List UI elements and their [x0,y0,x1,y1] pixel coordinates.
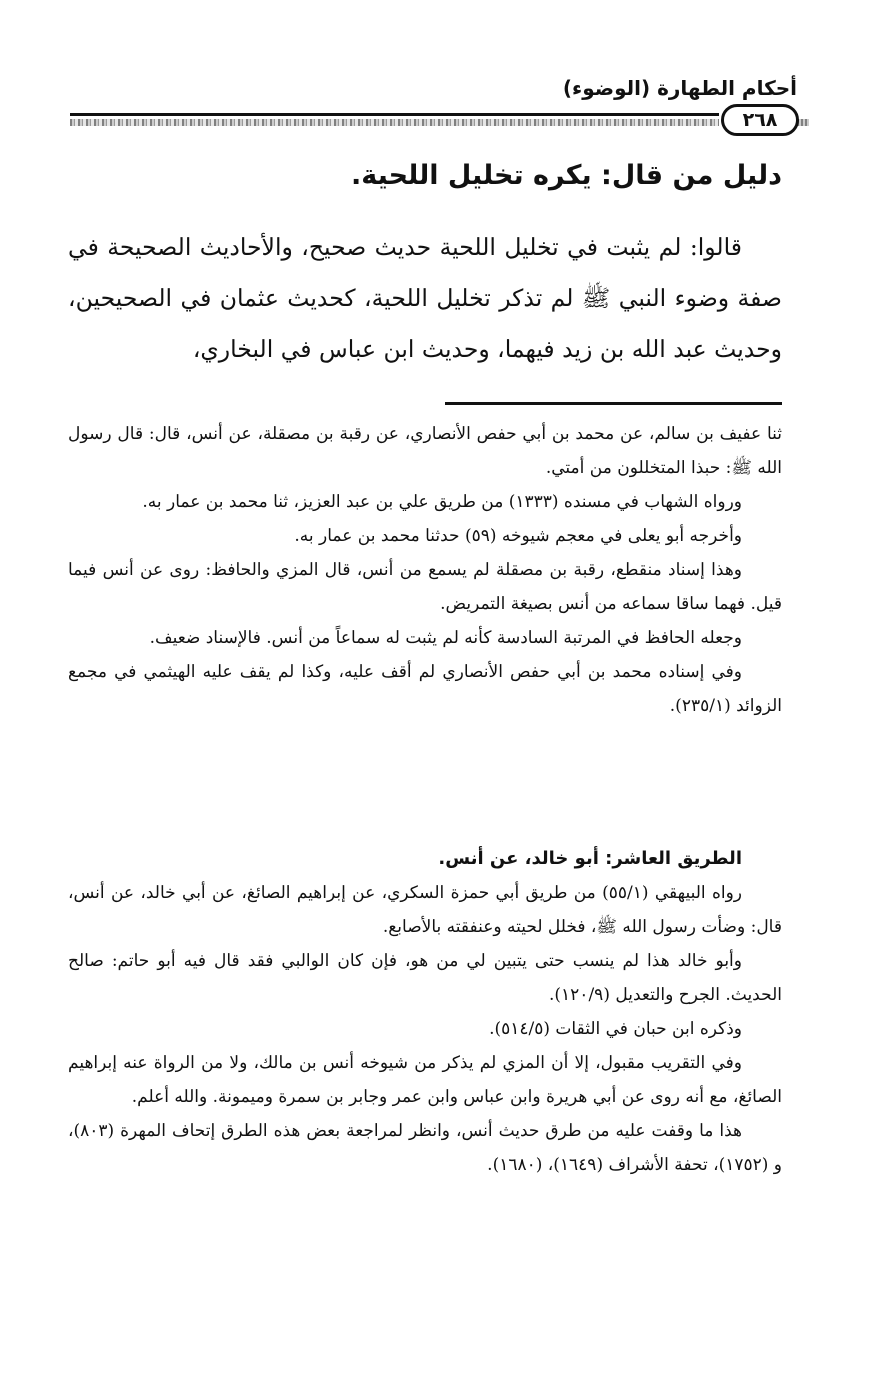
running-header-title: أحكام الطهارة (الوضوء) [562,76,797,100]
subsection-paragraph: رواه البيهقي (٥٥/١) من طريق أبي حمزة السكري، عن إبراهيم الصائغ، عن أبي خالد، عن أنس، قال: وضأت رسول الله ﷺ، فخلل لحيته وعنفقته بالأصابع. [68,883,782,937]
subsection-paragraph: وفي التقريب مقبول، إلا أن المزي لم يذكر من شيوخه أنس بن مالك، ولا من الرواة عنه إبراهيم الصائغ، مع أنه روى عن أبي هريرة وابن عباس وابن عمر وجابر بن سمرة وميمونة. والله أعلم. [68,1053,782,1107]
footnote-paragraph: ثنا عفيف بن سالم، عن محمد بن أبي حفص الأنصاري، عن رقبة بن مصقلة، عن أنس، قال: قال رسول الله ﷺ: حبذا المتخللون من أمتي. [68,424,782,478]
header-rule [70,113,719,116]
footnote-paragraph: ورواه الشهاب في مسنده (١٣٣٣) من طريق علي بن عبد العزيز، ثنا محمد بن عمار به. [142,492,742,512]
subsection-paragraph: وذكره ابن حبان في الثقات (٥١٤/٥). [489,1019,742,1039]
subsection-paragraph: هذا ما وقفت عليه من طرق حديث أنس، وانظر لمراجعة بعض هذه الطرق إتحاف المهرة (٨٠٣)، و (١٧٥٢)، تحفة الأشراف (١٦٤٩)، (١٦٨٠). [68,1121,782,1175]
footnote-paragraph: وأخرجه أبو يعلى في معجم شيوخه (٥٩) حدثنا محمد بن عمار به. [294,526,742,546]
main-text [68,222,782,375]
subsection-paragraph: وأبو خالد هذا لم ينسب حتى يتبين لي من هو، فإن كان الوالبي فقد قال فيه أبو حاتم: صالح الحديث. الجرح والتعديل (١٢٠/٩). [68,951,782,1005]
page-number: ٢٦٨ [742,109,778,131]
section-title: دليل من قال: يكره تخليل اللحية. [350,160,782,191]
footnote-paragraph: وهذا إسناد منقطع، رقبة بن مصقلة لم يسمع من أنس، قال المزي والحافظ: روى عن أنس فيما قيل. فهما ساقا سماعه من أنس بصيغة التمريض. [68,560,782,614]
footnotes [68,417,782,723]
footnote-paragraph: وفي إسناده محمد بن أبي حفص الأنصاري لم أقف عليه، وكذا لم يقف عليه الهيثمي في مجمع الزوائد (٢٣٥/١). [68,662,782,716]
page-number-frame [721,104,799,136]
subsection [68,842,782,1182]
footnote-separator [445,402,782,405]
main-paragraph: قالوا: لم يثبت في تخليل اللحية حديث صحيح، والأحاديث الصحيحة في صفة وضوء النبي ﷺ لم تذكر تخليل اللحية، كحديث عثمان في الصحيحين، وحديث عبد الله بن زيد فيهما، وحديث ابن عباس في البخاري، [68,233,782,363]
subsection-title: الطريق العاشر: أبو خالد، عن أنس. [438,848,742,869]
footnote-paragraph: وجعله الحافظ في المرتبة السادسة كأنه لم يثبت له سماعاً من أنس. فالإسناد ضعيف. [149,628,742,648]
header-rule-texture [70,119,719,126]
